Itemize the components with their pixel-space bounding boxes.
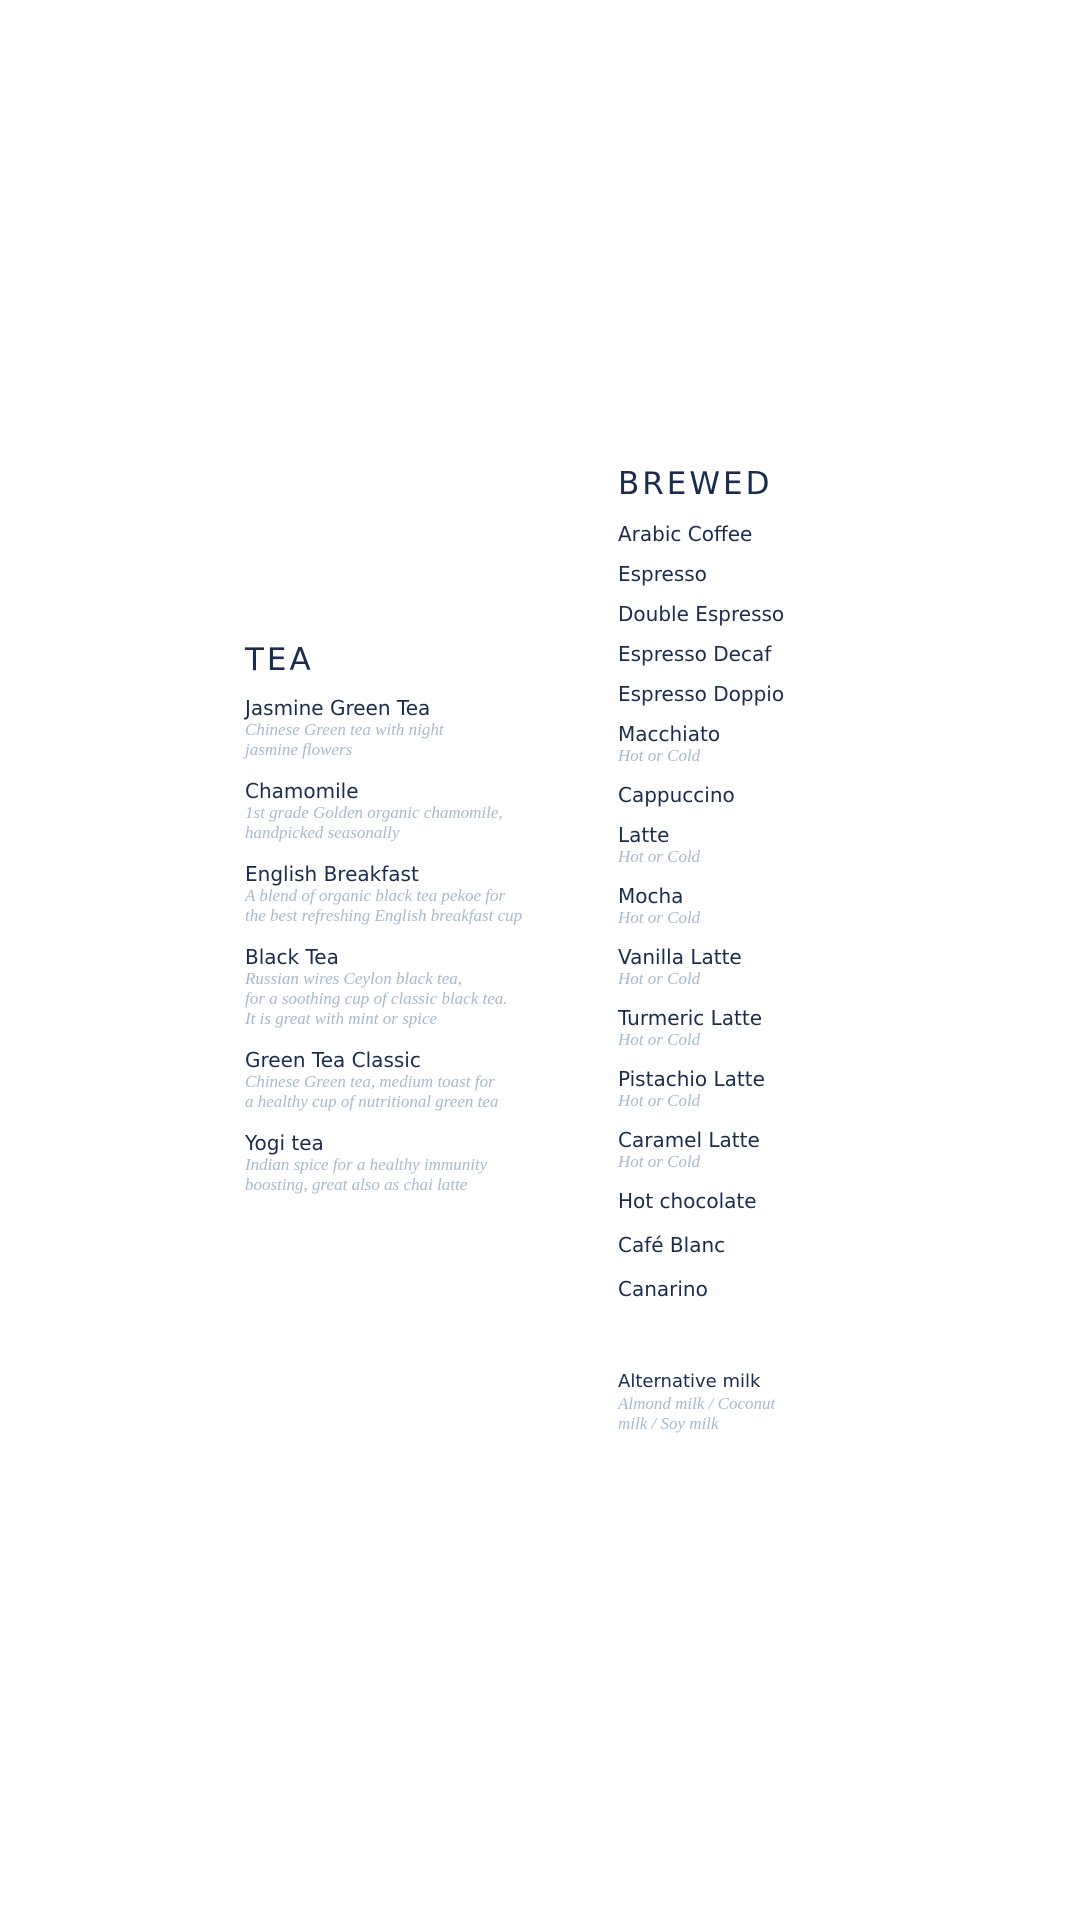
menu-item-description: Hot or Cold <box>618 746 701 765</box>
menu-item-name: Green Tea Classic <box>245 1048 421 1072</box>
menu-item-name: Chamomile <box>245 779 359 803</box>
menu-item <box>618 602 908 626</box>
alternative-milk-options: Almond milk / Coconut milk / Soy milk <box>618 1394 776 1433</box>
menu-item-description: Chinese Green tea, medium toast for a healthy cup of nutritional green tea <box>245 1072 499 1111</box>
alternative-milk-title: Alternative milk <box>618 1371 761 1392</box>
menu-item <box>618 945 908 989</box>
menu-item <box>618 823 908 867</box>
menu-item <box>618 884 908 928</box>
menu-item-name: Macchiato <box>618 722 721 746</box>
menu-item <box>618 562 908 586</box>
tea-title: TEA <box>245 642 314 678</box>
menu-item <box>245 779 585 843</box>
menu-item <box>245 862 585 926</box>
menu-item <box>618 1006 908 1050</box>
menu-item-name: Vanilla Latte <box>618 945 742 969</box>
menu-item-description: A blend of organic black tea pekoe for the best refreshing English breakfast cup <box>245 886 523 925</box>
menu-item-description: Russian wires Ceylon black tea, for a soothing cup of classic black tea. It is great with mint or spice <box>245 969 508 1028</box>
menu-item-description: Chinese Green tea with night jasmine flowers <box>245 720 444 759</box>
menu-item <box>618 783 908 807</box>
menu-item <box>245 945 585 1029</box>
menu-item-name: Black Tea <box>245 945 339 969</box>
menu-item-name: Pistachio Latte <box>618 1067 765 1091</box>
menu-item-name: Café Blanc <box>618 1233 726 1257</box>
menu-item <box>245 1048 585 1112</box>
menu-item <box>245 1131 585 1195</box>
menu-item-name: Arabic Coffee <box>618 522 753 546</box>
menu-item <box>618 1067 908 1111</box>
menu-item-name: Cappuccino <box>618 783 735 807</box>
menu-item <box>245 696 585 760</box>
menu-item-name: Latte <box>618 823 670 847</box>
menu-item-name: Espresso Decaf <box>618 642 772 666</box>
menu-item <box>618 1189 908 1213</box>
menu-item-description: Hot or Cold <box>618 908 701 927</box>
menu-item-description: 1st grade Golden organic chamomile, handpicked seasonally <box>245 803 503 842</box>
menu-item-name: Double Espresso <box>618 602 785 626</box>
menu-item <box>618 682 908 706</box>
menu-item-name: Yogi tea <box>245 1131 324 1155</box>
menu-item-name: English Breakfast <box>245 862 419 886</box>
menu-item <box>618 1233 908 1257</box>
menu-item-name: Caramel Latte <box>618 1128 760 1152</box>
menu-item <box>618 1277 908 1301</box>
menu-item <box>618 642 908 666</box>
menu-item-description: Hot or Cold <box>618 847 701 866</box>
menu-item-name: Jasmine Green Tea <box>245 696 431 720</box>
menu-item-name: Hot chocolate <box>618 1189 757 1213</box>
menu-item <box>618 522 908 546</box>
brewed-section <box>618 464 908 1317</box>
menu-item-name: Turmeric Latte <box>618 1006 763 1030</box>
tea-section <box>245 640 585 1195</box>
menu-item <box>618 722 908 766</box>
menu-item-description: Hot or Cold <box>618 1152 701 1171</box>
menu-item <box>618 1128 908 1172</box>
menu-item-name: Canarino <box>618 1277 708 1301</box>
menu-item-name: Espresso <box>618 562 707 586</box>
alternative-milk-note <box>618 1370 918 1434</box>
brewed-title: BREWED <box>618 466 773 502</box>
menu-item-description: Indian spice for a healthy immunity boosting, great also as chai latte <box>245 1155 488 1194</box>
menu-item-description: Hot or Cold <box>618 1091 701 1110</box>
menu-item-name: Mocha <box>618 884 684 908</box>
menu-item-description: Hot or Cold <box>618 969 701 988</box>
menu-item-description: Hot or Cold <box>618 1030 701 1049</box>
menu-item-name: Espresso Doppio <box>618 682 785 706</box>
